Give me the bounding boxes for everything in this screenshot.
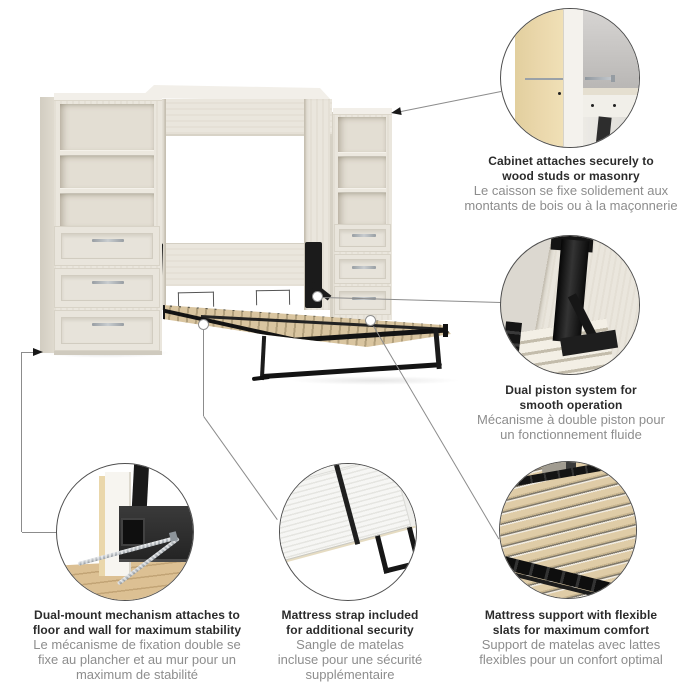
folding-leg-frame [256, 290, 290, 306]
screw-hole [591, 104, 594, 107]
bed-leg-left-foot [252, 375, 270, 381]
caption-mattress-support-fr: Support de matelas avec lattes [481, 637, 661, 652]
caption-dual-mount [14, 608, 260, 682]
caption-cabinet-attach-en: Cabinet attaches securely to [488, 154, 654, 168]
caption-dual-piston-fr: Mécanisme à double piston pour [477, 412, 665, 427]
callout-circle-mattress-strap [279, 463, 417, 601]
caption-mattress-support-en: Mattress support with flexible [484, 608, 658, 622]
caption-mattress-support [446, 608, 696, 667]
floor-shadow-legs [290, 376, 460, 385]
callout-circle-dual-piston [500, 235, 640, 375]
arrowhead-icon [390, 107, 401, 117]
leader-line-strap-diagonal [203, 416, 278, 520]
drawer-shaker-panel [339, 259, 386, 279]
caption-mattress-strap [250, 608, 450, 682]
right-tower-top-face [333, 108, 392, 115]
right-tower-shelf-opening [338, 117, 386, 152]
leader-line-mount-b [21, 352, 22, 532]
left-tower-drawer-handle [92, 281, 124, 284]
mattress-end-face [387, 463, 417, 527]
mounting-screw [585, 77, 613, 80]
caption-dual-piston-en: smooth operation [519, 397, 623, 412]
callout-point-marker [312, 291, 323, 302]
mattress-strap [330, 463, 360, 545]
caption-dual-mount-fr: fixe au plancher et au mur pour un [37, 652, 236, 667]
right-tower-shelf-opening [338, 157, 386, 188]
screw-hole [613, 104, 616, 107]
left-tower-drawer-handle [92, 239, 124, 242]
leader-line-strap-vertical [203, 330, 204, 416]
caption-dual-mount-fr: maximum de stabilité [75, 667, 199, 682]
screw-hole [558, 92, 561, 95]
left-tower-drawer-front [54, 268, 160, 308]
caption-mattress-strap-fr: supplémentaire [305, 667, 395, 682]
caption-dual-piston [447, 383, 695, 442]
caption-mattress-strap-en: Mattress strap included [281, 608, 419, 622]
callout-circle-dual-mount [56, 463, 194, 601]
callout-point-marker [365, 315, 376, 326]
mount-post [132, 463, 150, 510]
cabinet-top-panel-edge [583, 88, 640, 95]
left-tower-shelf-opening [60, 104, 154, 150]
right-tower-shelf-opening [338, 193, 386, 224]
drawer-shaker-panel [61, 317, 153, 344]
folding-leg-frame [178, 292, 214, 308]
right-tower-drawer-front [334, 286, 391, 315]
caption-dual-piston-en: Dual piston system for [505, 383, 637, 397]
mounting-screw [525, 78, 563, 80]
drawer-shaker-panel [61, 275, 153, 301]
caption-mattress-strap-fr: incluse pour une sécurité [277, 652, 423, 667]
cabinet-cavity [583, 117, 640, 148]
leader-line-cabinet-attach [396, 91, 501, 113]
caption-cabinet-attach [440, 154, 700, 213]
drawer-shaker-panel [61, 233, 153, 259]
callout-point-marker [198, 319, 209, 330]
left-tower-shelf-opening [60, 156, 154, 188]
right-tower-drawer-handle [352, 234, 376, 237]
screw-head [611, 75, 615, 82]
caption-cabinet-attach-fr: montants de bois ou à la maçonnerie [464, 198, 678, 213]
left-tower-base-edge [54, 351, 162, 355]
deck-right-corner-frame [443, 324, 448, 337]
callout-circle-mattress-support [499, 461, 637, 599]
leader-line-mount-c [22, 532, 57, 533]
drawer-shaker-panel [339, 229, 386, 247]
caption-dual-mount-en: floor and wall for maximum stability [32, 622, 242, 637]
left-tower-drawer-front [54, 310, 160, 351]
right-tower-drawer-front [334, 254, 391, 284]
headboard-panel [166, 243, 304, 286]
caption-dual-mount-fr: Le mécanisme de fixation double se [33, 637, 241, 652]
left-tower-drawer-front [54, 226, 160, 266]
left-tower-top-face [54, 93, 162, 101]
caption-dual-piston-fr: un fonctionnement fluide [500, 427, 642, 442]
drawer-shaker-panel [339, 291, 386, 310]
arrowhead-icon [33, 348, 43, 356]
right-tower-drawer-handle [352, 266, 376, 269]
caption-mattress-support-fr: flexibles pour un confort optimal [479, 652, 663, 667]
left-tower-shelf-opening [60, 194, 154, 226]
caption-mattress-support-en: slats for maximum comfort [492, 622, 650, 637]
cabinet-back-cleat [563, 9, 583, 148]
callout-circle-cabinet-attach [500, 8, 640, 148]
left-tower-drawer-handle [92, 323, 124, 326]
screw-hole [633, 105, 636, 108]
caption-dual-mount-en: Dual-mount mechanism attaches to [34, 608, 240, 622]
caption-cabinet-attach-en: wood studs or masonry [502, 168, 640, 183]
caption-mattress-strap-en: for additional security [286, 622, 414, 637]
caption-mattress-strap-fr: Sangle de matelas [296, 637, 404, 652]
mount-bracket-hole [121, 518, 145, 546]
right-tower-drawer-front [334, 224, 391, 252]
caption-cabinet-attach-fr: Le caisson se fixe solidement aux [473, 183, 669, 198]
